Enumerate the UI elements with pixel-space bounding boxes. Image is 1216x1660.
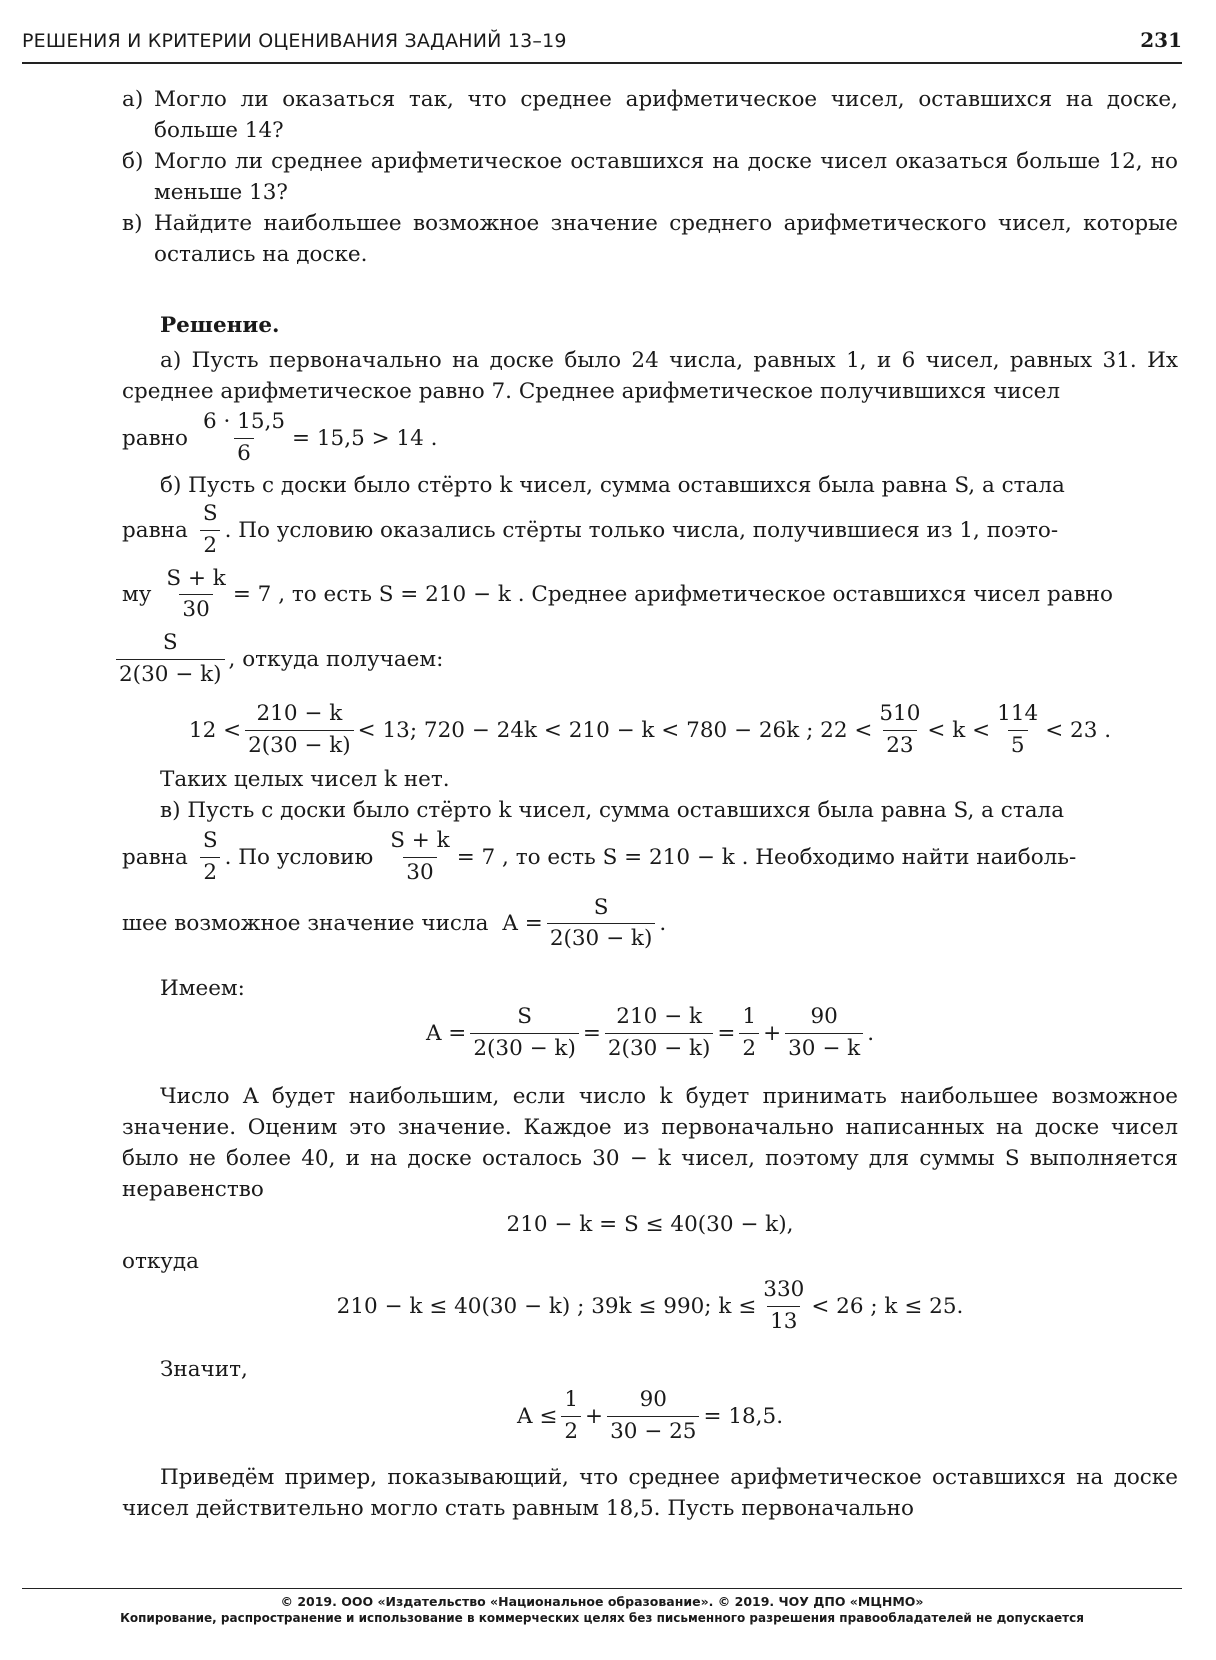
denominator: 2(30 − k) [470,1033,579,1063]
word-mu: му [122,582,152,608]
question-label: в) [122,211,143,236]
solution-b-line1: б) Пусть с доски было стёрто k чисел, сумма оставшихся была равна S, а стала [160,472,1065,498]
numerator: 1 [742,1004,757,1030]
denominator: 2 [739,1033,759,1063]
ineq-right: < 26 ; k ≤ 25. [811,1293,964,1319]
denominator: 23 [883,730,916,760]
denominator: 2(30 − k) [547,923,656,953]
text-znachit: Значит, [160,1356,248,1382]
numerator: 210 − k [256,701,343,726]
denominator: 2 [561,1416,581,1446]
numerator: S + k [390,827,450,853]
question-label: б) [122,149,144,174]
numerator: S [593,894,609,920]
word-ravna: равна [122,517,188,543]
fraction [605,1004,714,1063]
ineq-k: < k < [927,717,991,743]
text-po-usloviyu: . По условию [224,844,374,870]
fraction [200,501,221,560]
denominator: 2 [200,857,220,887]
question-v [122,208,1178,270]
numerator: S [202,827,218,853]
fraction [994,701,1041,760]
line-text: шее возможное значение числа [122,911,489,937]
page-body [119,84,1178,1524]
fraction [561,1387,581,1446]
final-right: = 18,5. [703,1403,784,1429]
running-header [22,28,1182,64]
fraction [245,701,354,760]
question-text: Могло ли оказаться так, что среднее арифметическое чисел, оставшихся на доске, больше 14? [154,87,1178,143]
word-ravna: равна [122,844,188,870]
denominator: 13 [767,1306,800,1336]
solution-v-line2 [122,828,1178,887]
solution-v-paragraph: Число A будет наибольшим, если число k будет принимать наибольшее возможное значение. Оценим это значение. Каждое из первоначально написанных на доске чисел было не более 40, и на доске осталось 30 − k чисел, поэтому для суммы S выполняется неравенство [122,1084,1178,1202]
solution-a-formula [122,409,1178,468]
solution-b-line4 [119,630,1178,689]
solution-b-inequality [122,701,1178,760]
fraction [739,1004,759,1063]
footer-notice: Копирование, распространение и использование в коммерческих целях без письменного разрешения правообладателей не допускается [120,1611,1084,1625]
numerator: S [517,1004,532,1030]
equation-a [122,1004,1178,1063]
header-title: РЕШЕНИЯ И КРИТЕРИИ ОЦЕНИВАНИЯ ЗАДАНИЙ 13–19 [22,30,567,52]
word-ravno: равно [122,425,188,451]
page-footer [22,1588,1182,1625]
question-b [122,146,1178,208]
denominator: 2(30 − k) [245,730,354,760]
question-label: а) [122,87,144,112]
numerator: 510 [879,701,921,726]
eq-a: A = [425,1021,467,1047]
numerator: S + k [166,565,226,591]
ineq-end: < 23 . [1045,717,1112,743]
denominator: 30 − 25 [607,1416,699,1446]
denominator: 30 [179,594,212,624]
denominator: 30 − k [785,1033,863,1063]
solution-heading: Решение. [160,313,280,338]
formula-tail: = 15,5 > 14 . [292,425,438,451]
fraction [116,630,225,689]
text-imeem: Имеем: [160,976,245,1002]
fraction [163,566,228,625]
text-otkuda: откуда [122,1249,199,1274]
numerator: 114 [997,701,1039,726]
fraction [470,1004,579,1063]
numerator: S [162,630,178,656]
solution-a-text: а) Пусть первоначально на доске было 24 числа, равных 1, и 6 чисел, равных 31. Их среднее арифметическое равно 7. Среднее арифметическое получившихся чисел [122,348,1178,404]
line-tail: , откуда получаем: [228,647,444,673]
question-text: Могло ли среднее арифметическое оставшихся на доске чисел оказаться больше 12, но меньше 13? [154,149,1178,205]
line-tail: = 7 , то есть S = 210 − k . Среднее арифметическое оставшихся чисел равно [232,582,1113,608]
denominator: 2(30 − k) [116,659,225,689]
fraction [876,701,923,760]
numerator: 1 [564,1386,579,1412]
denominator: 5 [1008,730,1028,760]
fraction [200,409,288,468]
fraction [547,895,656,954]
final-left: A ≤ [516,1403,558,1429]
example-paragraph: Приведём пример, показывающий, что среднее арифметическое оставшихся на доске чисел действительно могло стать равным 18,5. Пусть первоначально [122,1464,1178,1521]
footer-copyright: © 2019. ООО «Издательство «Национальное образование». © 2019. ЧОУ ДПО «МЦНМО» [280,1594,924,1609]
ineq-text: 210 − k = S ≤ 40(30 − k), [506,1212,794,1237]
denominator: 6 [234,438,254,468]
ineq-left: 210 − k ≤ 40(30 − k) ; 39k ≤ 990; k ≤ [336,1293,757,1319]
line-tail: . По условию оказались стёрты только числа, получившиеся из 1, поэто- [224,517,1059,543]
inequality-2 [122,1277,1178,1336]
denominator: 2 [200,530,220,560]
line-tail: = 7 , то есть S = 210 − k . Необходимо найти наиболь- [456,844,1077,870]
fraction [607,1387,699,1446]
fraction [200,828,221,887]
question-a [122,84,1178,146]
solution-v-line1: в) Пусть с доски было стёрто k чисел, сумма оставшихся была равна S, а стала [160,797,1065,823]
numerator: 6 · 15,5 [202,409,286,434]
denominator: 2(30 − k) [605,1033,714,1063]
fraction [785,1004,863,1063]
fraction [387,828,452,887]
numerator: S [202,500,218,526]
eq-dot: . [867,1021,875,1047]
solution-v-line3 [122,895,1178,954]
numerator: 330 [763,1277,805,1302]
eq-sign: = [582,1021,601,1047]
page-number: 231 [1140,28,1182,52]
numerator: 90 [639,1386,667,1412]
numerator: 210 − k [616,1004,703,1030]
inequality-1 [122,1209,1178,1240]
ineq-mid: < 13; 720 − 24k < 210 − k < 780 − 26k ; 22 < [357,717,873,743]
question-text: Найдите наибольшее возможное значение среднего арифметического чисел, которые остались на доске. [154,211,1178,267]
a-equals: A = [502,911,543,937]
ineq-left: 12 < [188,717,242,743]
fraction [760,1277,807,1336]
solution-b-line3 [122,566,1178,625]
eq-plus: + [763,1021,782,1047]
dot: . [659,911,667,937]
numerator: 90 [810,1004,838,1030]
solution-b-line2 [122,501,1178,560]
final-plus: + [585,1403,604,1429]
final-inequality [122,1387,1178,1446]
eq-sign: = [717,1021,736,1047]
solution-b-conclusion: Таких целых чисел k нет. [160,766,450,792]
denominator: 30 [403,857,436,887]
